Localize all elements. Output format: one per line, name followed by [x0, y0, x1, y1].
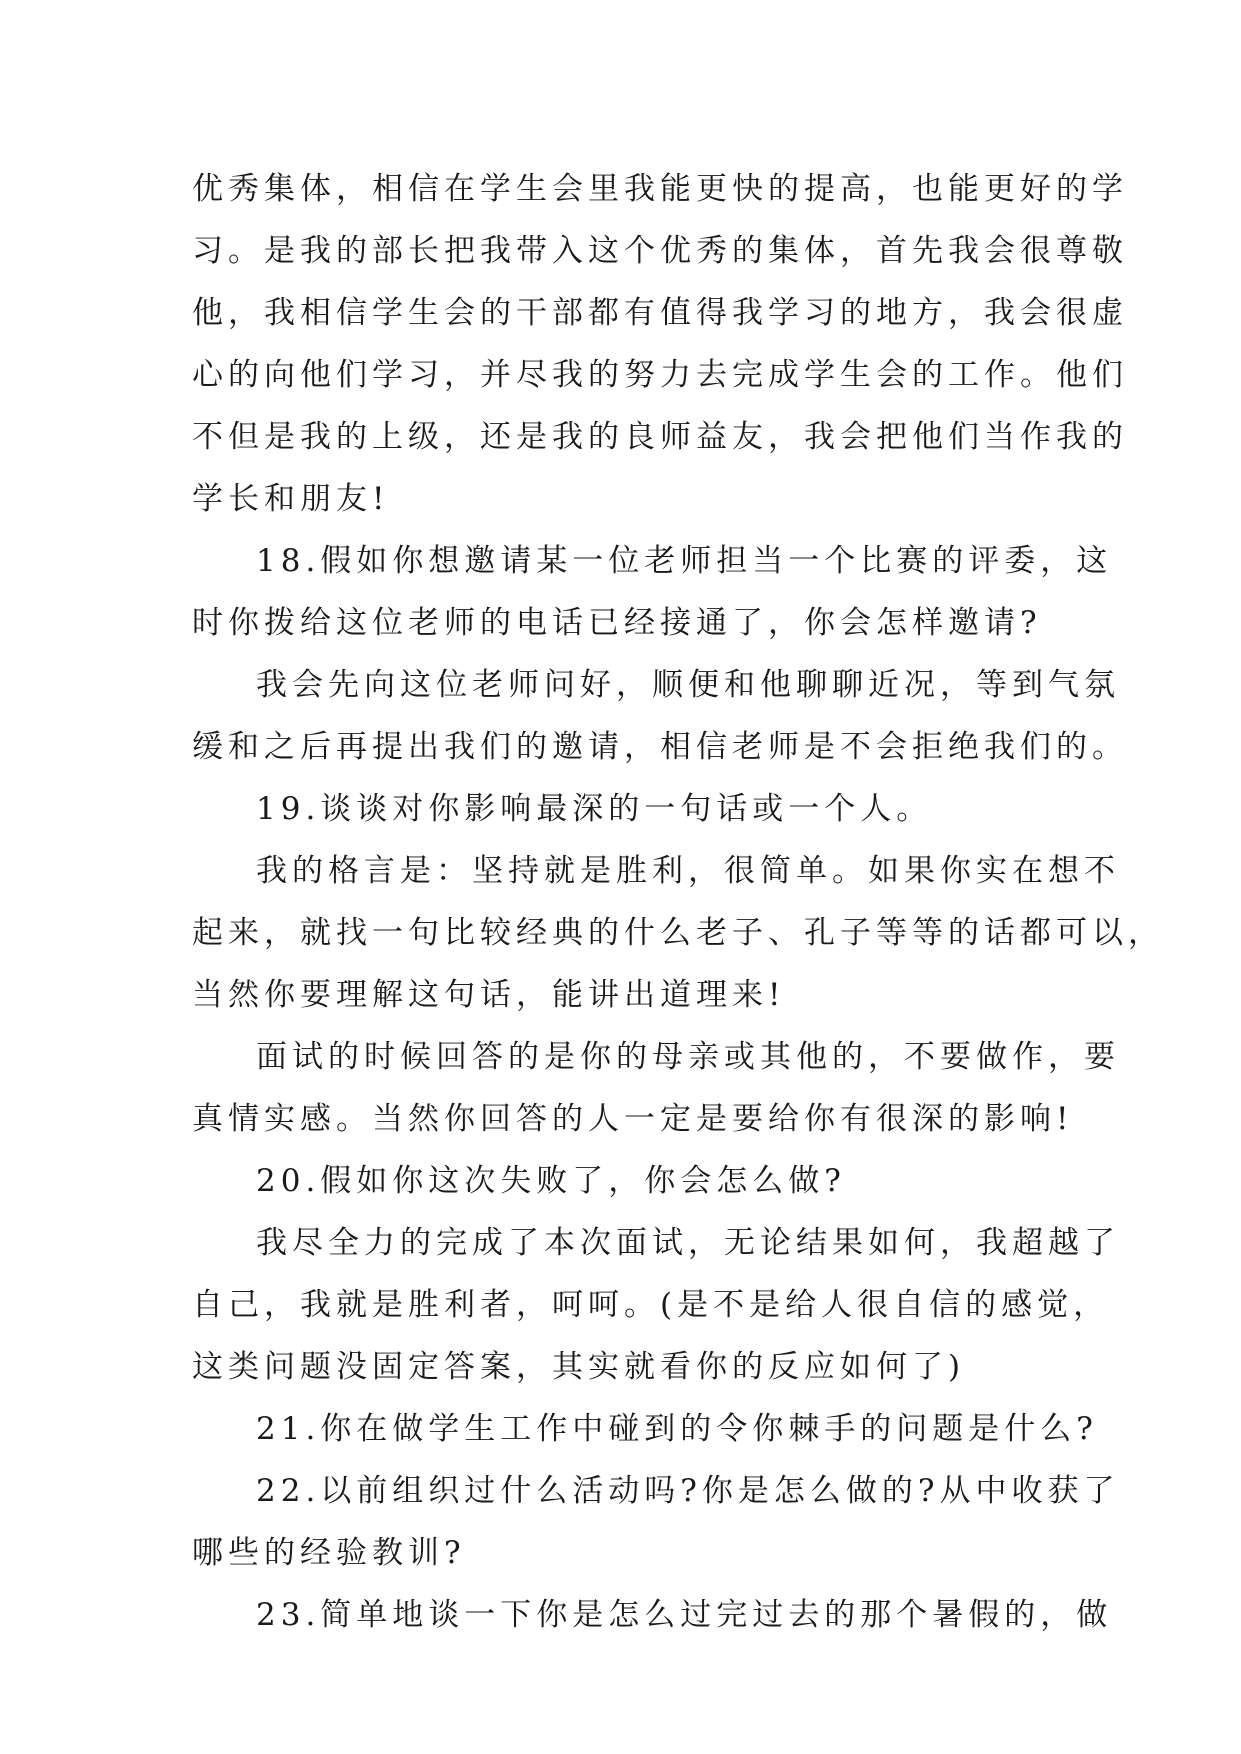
text-line: 优秀集体，相信在学生会里我能更快的提高，也能更好的学	[192, 171, 1128, 207]
text-line: 心的向他们学习，并尽我的努力去完成学生会的工作。他们	[192, 357, 1128, 393]
answer-line: 我会先向这位老师问好，顺便和他聊聊近况，等到气氛	[256, 667, 1120, 703]
answer-line: 面试的时候回答的是你的母亲或其他的，不要做作，要	[256, 1039, 1120, 1075]
text-line: 哪些的经验教训?	[192, 1535, 466, 1571]
answer-line: 我的格言是：坚持就是胜利，很简单。如果你实在想不	[256, 853, 1120, 889]
text-line: 起来，就找一句比较经典的什么老子、孔子等等的话都可以，	[192, 915, 1164, 951]
text-line: 学长和朋友!	[192, 481, 390, 517]
question-21-line: 21.你在做学生工作中碰到的令你棘手的问题是什么?	[256, 1411, 1098, 1447]
text-line: 缓和之后再提出我们的邀请，相信老师是不会拒绝我们的。	[192, 729, 1128, 765]
text-line: 时你拨给这位老师的电话已经接通了，你会怎样邀请?	[192, 605, 1042, 641]
text-line: 这类问题没固定答案，其实就看你的反应如何了)	[192, 1349, 966, 1385]
text-line: 真情实感。当然你回答的人一定是要给你有很深的影响!	[192, 1101, 1074, 1137]
answer-line: 我尽全力的完成了本次面试，无论结果如何，我超越了	[256, 1225, 1120, 1261]
question-18-line: 18.假如你想邀请某一位老师担当一个比赛的评委，这	[256, 543, 1113, 579]
question-23-line: 23.简单地谈一下你是怎么过完过去的那个暑假的，做	[256, 1597, 1113, 1633]
question-20-line: 20.假如你这次失败了，你会怎么做?	[256, 1163, 846, 1199]
text-line: 习。是我的部长把我带入这个优秀的集体，首先我会很尊敬	[192, 233, 1128, 269]
question-22-line: 22.以前组织过什么活动吗?你是怎么做的?从中收获了	[256, 1473, 1120, 1509]
text-line: 不但是我的上级，还是我的良师益友，我会把他们当作我的	[192, 419, 1128, 455]
text-line: 当然你要理解这句话，能讲出道理来!	[192, 977, 786, 1013]
question-19-line: 19.谈谈对你影响最深的一句话或一个人。	[256, 791, 933, 827]
text-line: 他，我相信学生会的干部都有值得我学习的地方，我会很虚	[192, 295, 1128, 331]
text-line: 自己，我就是胜利者，呵呵。(是不是给人很自信的感觉，	[192, 1287, 1110, 1323]
document-body	[192, 158, 1164, 1646]
